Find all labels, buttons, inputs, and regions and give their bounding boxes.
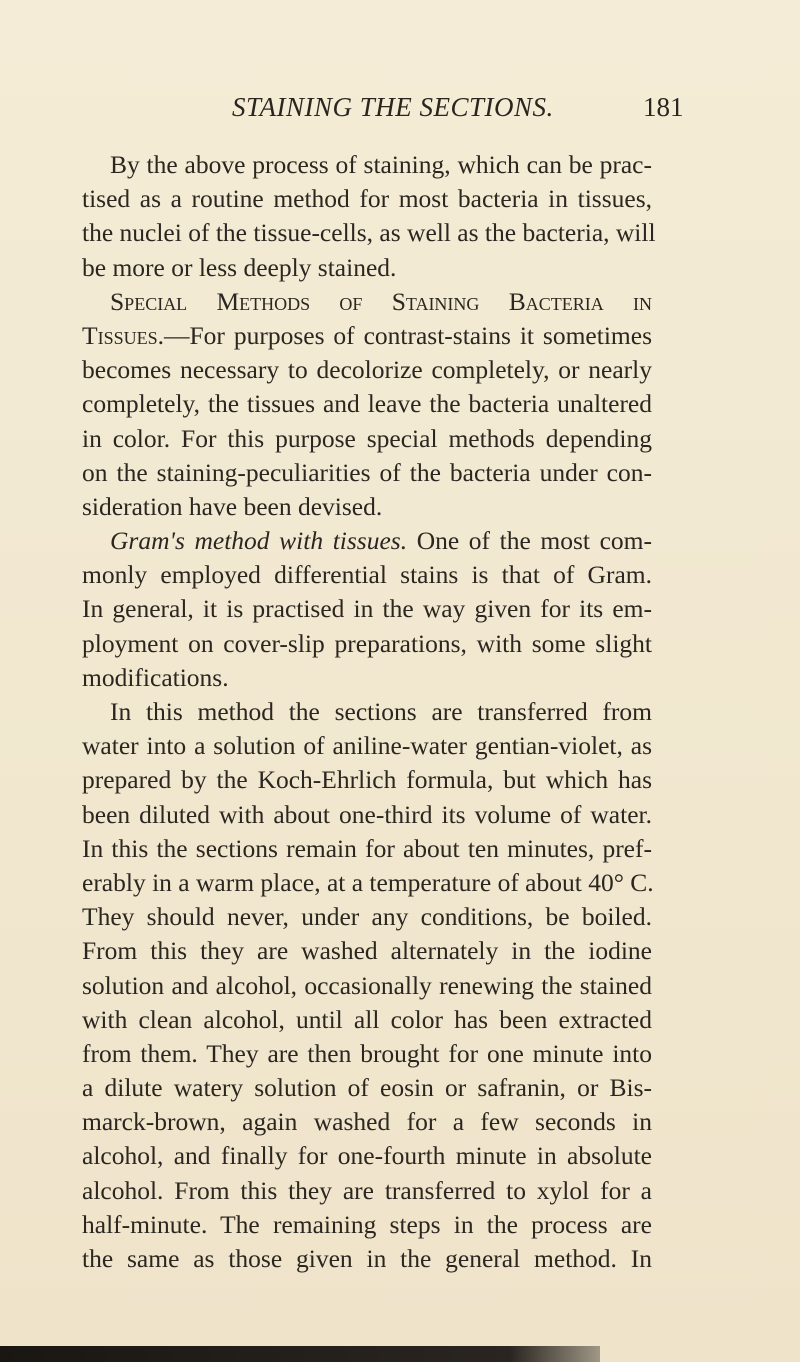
text-line: completely, the tissues and leave the bacteria unaltered [82,389,652,419]
text-line: ployment on cover-slip preparations, with some slight [82,628,652,658]
text-line: on the staining-peculiarities of the bacteria under con- [82,457,652,487]
text-line [82,319,652,353]
text-line: solution and alcohol, occasionally renewing the stained [82,970,652,1000]
text-line: In general, it is practised in the way given for its em- [82,594,652,624]
text-line: tised as a routine method for most bacteria in tissues, [82,184,652,214]
page-edge-shadow [0,1346,600,1362]
text-line: prepared by the Koch-Ehrlich formula, but which has [82,765,652,795]
page-header [0,92,800,132]
text-line: water into a solution of aniline-water gentian-violet, as [82,731,652,761]
section-heading: Special Methods of Staining Bacteria in [110,286,652,316]
text-line: sideration have been devised. [82,491,383,521]
text-line: in color. For this purpose special methods depending [82,423,652,453]
text-line: marck-brown, again washed for a few seconds in [82,1107,652,1137]
text-line: a dilute watery solution of eosin or safranin, or Bis- [82,1073,652,1103]
text-run: —For purposes of contrast-stains it sometimes [163,320,652,350]
method-title: Gram's method with tissues. [110,526,408,556]
text-line: alcohol, and finally for one-fourth minute in absolute [82,1141,652,1171]
text-line: erably in a warm place, at a temperature of about 40° C. [82,867,654,897]
text-line: alcohol. From this they are transferred to xylol for a [82,1175,652,1205]
text-line: the same as those given in the general method. In [82,1244,652,1273]
running-head: STAINING THE SECTIONS. [232,92,554,122]
text-line: with clean alcohol, until all color has been extracted [82,1004,652,1034]
text-line: By the above process of staining, which can be prac- [110,150,652,179]
text-line: They should never, under any conditions, be boiled. [82,902,652,932]
text-line: monly employed differential stains is that of Gram. [82,560,652,590]
text-line [82,524,652,558]
text-line: be more or less deeply stained. [82,252,397,282]
text-line: In this method the sections are transferred from [110,697,652,726]
section-heading-end: Tissues. [82,320,164,350]
text-line: the nuclei of the tissue-cells, as well as the bacteria, will [82,218,656,248]
text-line: From this they are washed alternately in the iodine [82,936,652,966]
body-text [82,148,656,1276]
text-line: been diluted with about one-third its volume of water. [82,799,652,829]
text-run: One of the most com- [407,526,652,556]
page-number: 181 [643,92,684,122]
text-line: half-minute. The remaining steps in the process are [82,1209,652,1239]
text-line: In this the sections remain for about ten minutes, pref- [82,833,652,863]
text-line: modifications. [82,662,229,692]
text-line: from them. They are then brought for one minute into [82,1038,652,1068]
text-line: becomes necessary to decolorize completely, or nearly [82,355,652,385]
